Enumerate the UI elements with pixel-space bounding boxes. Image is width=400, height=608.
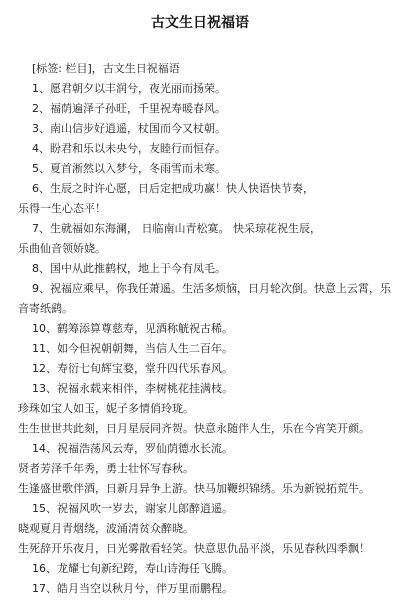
text-line: 乐得一生心态平！ bbox=[18, 202, 106, 215]
text-line: 16、龙耀七旬新纪跨，寿山诗海任飞腾。 bbox=[32, 562, 233, 575]
text-line: 生逢盛世歌伴酒，日新月异争上游。快马加鞭织锦绣。乐为新锐拓荒牛。 bbox=[18, 482, 370, 495]
blessing-lines bbox=[0, 82, 400, 595]
text-line: 晓观夏月青烟绕，波涌清贫众醉晓。 bbox=[18, 522, 194, 535]
text-line: 珍珠如宝人如玉，妮子多情俏玲珑。 bbox=[18, 402, 194, 415]
text-line: 音寄纸鹞。 bbox=[18, 302, 73, 315]
text-line: 2、福荫遍泽子孙旺，千里祝寿暖春风。 bbox=[32, 102, 226, 115]
text-line: 14、祝福浩荡风云寿，罗仙荫德水长流。 bbox=[32, 442, 233, 455]
text-line: 13、祝福永载来相伴，李树桃花挂满枝。 bbox=[32, 382, 233, 395]
text-line: 乐曲仙音领娇娆。 bbox=[18, 242, 106, 255]
text-line: 4、盼君和乐以未央兮，友睦行而恒存。 bbox=[32, 142, 226, 155]
text-line: 1、愿君朝夕以丰润兮，夜光丽而扬荣。 bbox=[32, 82, 226, 95]
text-line: 11、如今但祝朝朝舞，当信人生二百年。 bbox=[32, 342, 233, 355]
text-line: 12、寿衍七旬辉宝婺，堂升四代乐春风。 bbox=[32, 362, 233, 375]
text-line: 3、南山信步好逍遥，杖国而今又杖朝。 bbox=[32, 122, 226, 135]
text-line: 生死辞开乐夜月，日光雾散看轻笑。快意思仇品平淡，乐见春秋四季飘！ bbox=[18, 542, 370, 555]
text-line: 5、夏首淅然以入梦兮，冬雨雪而未寒。 bbox=[32, 162, 226, 175]
text-line: 10、鹤筹添算尊慈寿，见酒称觥祝古稀。 bbox=[32, 322, 233, 335]
page-title: 古文生日祝福语 bbox=[151, 15, 249, 31]
text-line: 生生世世共此刻，日月星辰同齐贺。快意永随伴人生，乐在今宵笑开颜。 bbox=[18, 422, 370, 435]
text-line: 6、生辰之时许心愿，日后定把成功赢！快人快语快节奏， bbox=[32, 182, 314, 195]
text-line: 7、生就福如东海澜， 日临南山青松寞。 快采琼花祝生辰， bbox=[32, 222, 321, 235]
document-body bbox=[0, 62, 400, 602]
text-line: 17、皓月当空以秋月兮，伴万里而鹏程。 bbox=[32, 582, 233, 595]
text-line: 15、祝福风吹一岁去，谢家儿郎醉逍遥。 bbox=[32, 502, 233, 515]
text-line: 8、国中从此推鹤权，地上于今有凤毛。 bbox=[32, 262, 226, 275]
text-line: 贤者芳泽千年秀，勇士壮怀写春秋。 bbox=[18, 462, 194, 475]
header-line: [标签: 栏目]，古文生日祝福语 bbox=[32, 62, 180, 75]
text-line: 9、祝福应乘早，你我任萧遥。生活多烦恼，日月轮次倒。快意上云霄，乐 bbox=[32, 282, 391, 295]
